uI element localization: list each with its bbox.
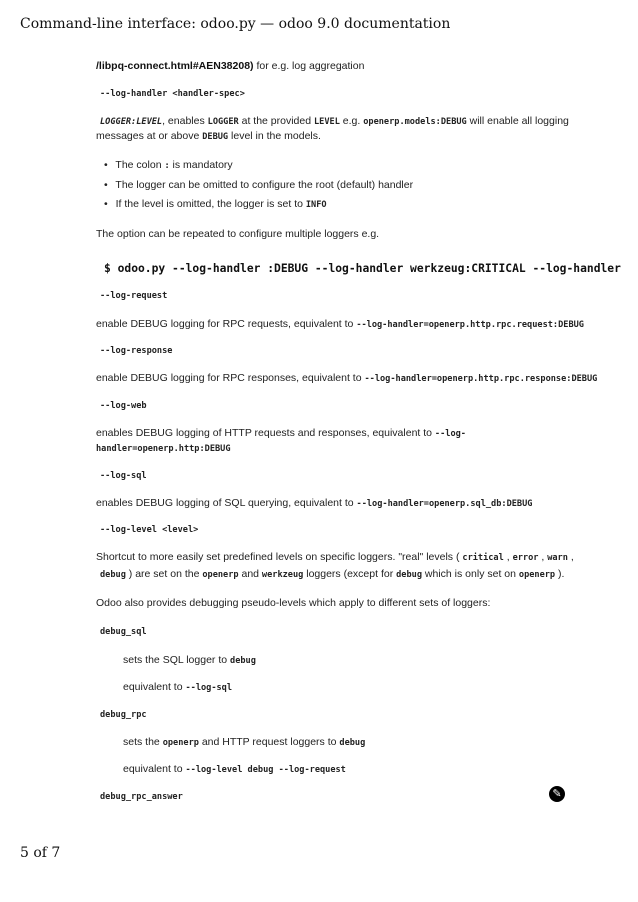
log-handler-desc-line1: LOGGER:LEVEL, enables LOGGER at the provided LEVEL e.g. openerp.models:DEBUG will enable all logging bbox=[100, 115, 569, 127]
command-example: $ odoo.py --log-handler :DEBUG --log-handler werkzeug:CRITICAL --log-handler bbox=[104, 262, 621, 275]
repeat-note: The option can be repeated to configure multiple loggers e.g. bbox=[96, 228, 380, 240]
page-footer: 5 of 7 bbox=[20, 845, 61, 861]
log-web-desc-line1: enables DEBUG logging of HTTP requests and responses, equivalent to --log- bbox=[96, 427, 466, 439]
term-debug-rpc: debug_rpc bbox=[100, 710, 147, 720]
debug-rpc-desc1: sets the openerp and HTTP request loggers to debug bbox=[123, 736, 366, 748]
option-log-sql: --log-sql bbox=[100, 471, 147, 481]
pseudo-levels-note: Odoo also provides debugging pseudo-levels which apply to different sets of loggers: bbox=[96, 597, 491, 609]
list-item: • The logger can be omitted to configure the root (default) handler bbox=[104, 179, 413, 191]
option-log-response: --log-response bbox=[100, 346, 173, 356]
log-web-desc-line2: handler=openerp.http:DEBUG bbox=[96, 444, 231, 454]
option-log-request: --log-request bbox=[100, 291, 168, 301]
term-debug-rpc-answer: debug_rpc_answer bbox=[100, 792, 183, 802]
option-log-handler: --log-handler <handler-spec> bbox=[100, 89, 245, 99]
edit-pencil-icon[interactable]: ✎ bbox=[549, 786, 565, 802]
log-response-desc: enable DEBUG logging for RPC responses, equivalent to --log-handler=openerp.http.rpc.response:DEBUG bbox=[96, 372, 598, 384]
log-handler-desc-line2: messages at or above DEBUG level in the models. bbox=[96, 130, 321, 142]
log-sql-desc: enables DEBUG logging of SQL querying, equivalent to --log-handler=openerp.sql_db:DEBUG bbox=[96, 497, 533, 509]
libpq-link[interactable]: /libpq-connect.html#AEN38208) bbox=[96, 60, 254, 72]
term-debug-sql: debug_sql bbox=[100, 627, 147, 637]
page-header: Command-line interface: odoo.py — odoo 9.0 documentation bbox=[20, 16, 451, 32]
log-level-desc-line2: debug ) are set on the openerp and werkzeug loggers (except for debug which is only set on openerp ). bbox=[100, 568, 565, 580]
option-log-web: --log-web bbox=[100, 401, 147, 411]
debug-sql-desc1: sets the SQL logger to debug bbox=[123, 654, 256, 666]
option-log-level: --log-level <level> bbox=[100, 525, 199, 535]
debug-sql-desc2: equivalent to --log-sql bbox=[123, 681, 233, 693]
paragraph-top: /libpq-connect.html#AEN38208) for e.g. log aggregation bbox=[96, 60, 365, 72]
log-level-desc-line1: Shortcut to more easily set predefined levels on specific loggers. "real" levels ( critical , error , warn , bbox=[96, 551, 574, 563]
list-item: • If the level is omitted, the logger is set to INFO bbox=[104, 198, 327, 210]
log-request-desc: enable DEBUG logging for RPC requests, equivalent to --log-handler=openerp.http.rpc.request:DEBUG bbox=[96, 318, 584, 330]
debug-rpc-desc2: equivalent to --log-level debug --log-request bbox=[123, 763, 346, 775]
list-item: • The colon : is mandatory bbox=[104, 159, 233, 171]
